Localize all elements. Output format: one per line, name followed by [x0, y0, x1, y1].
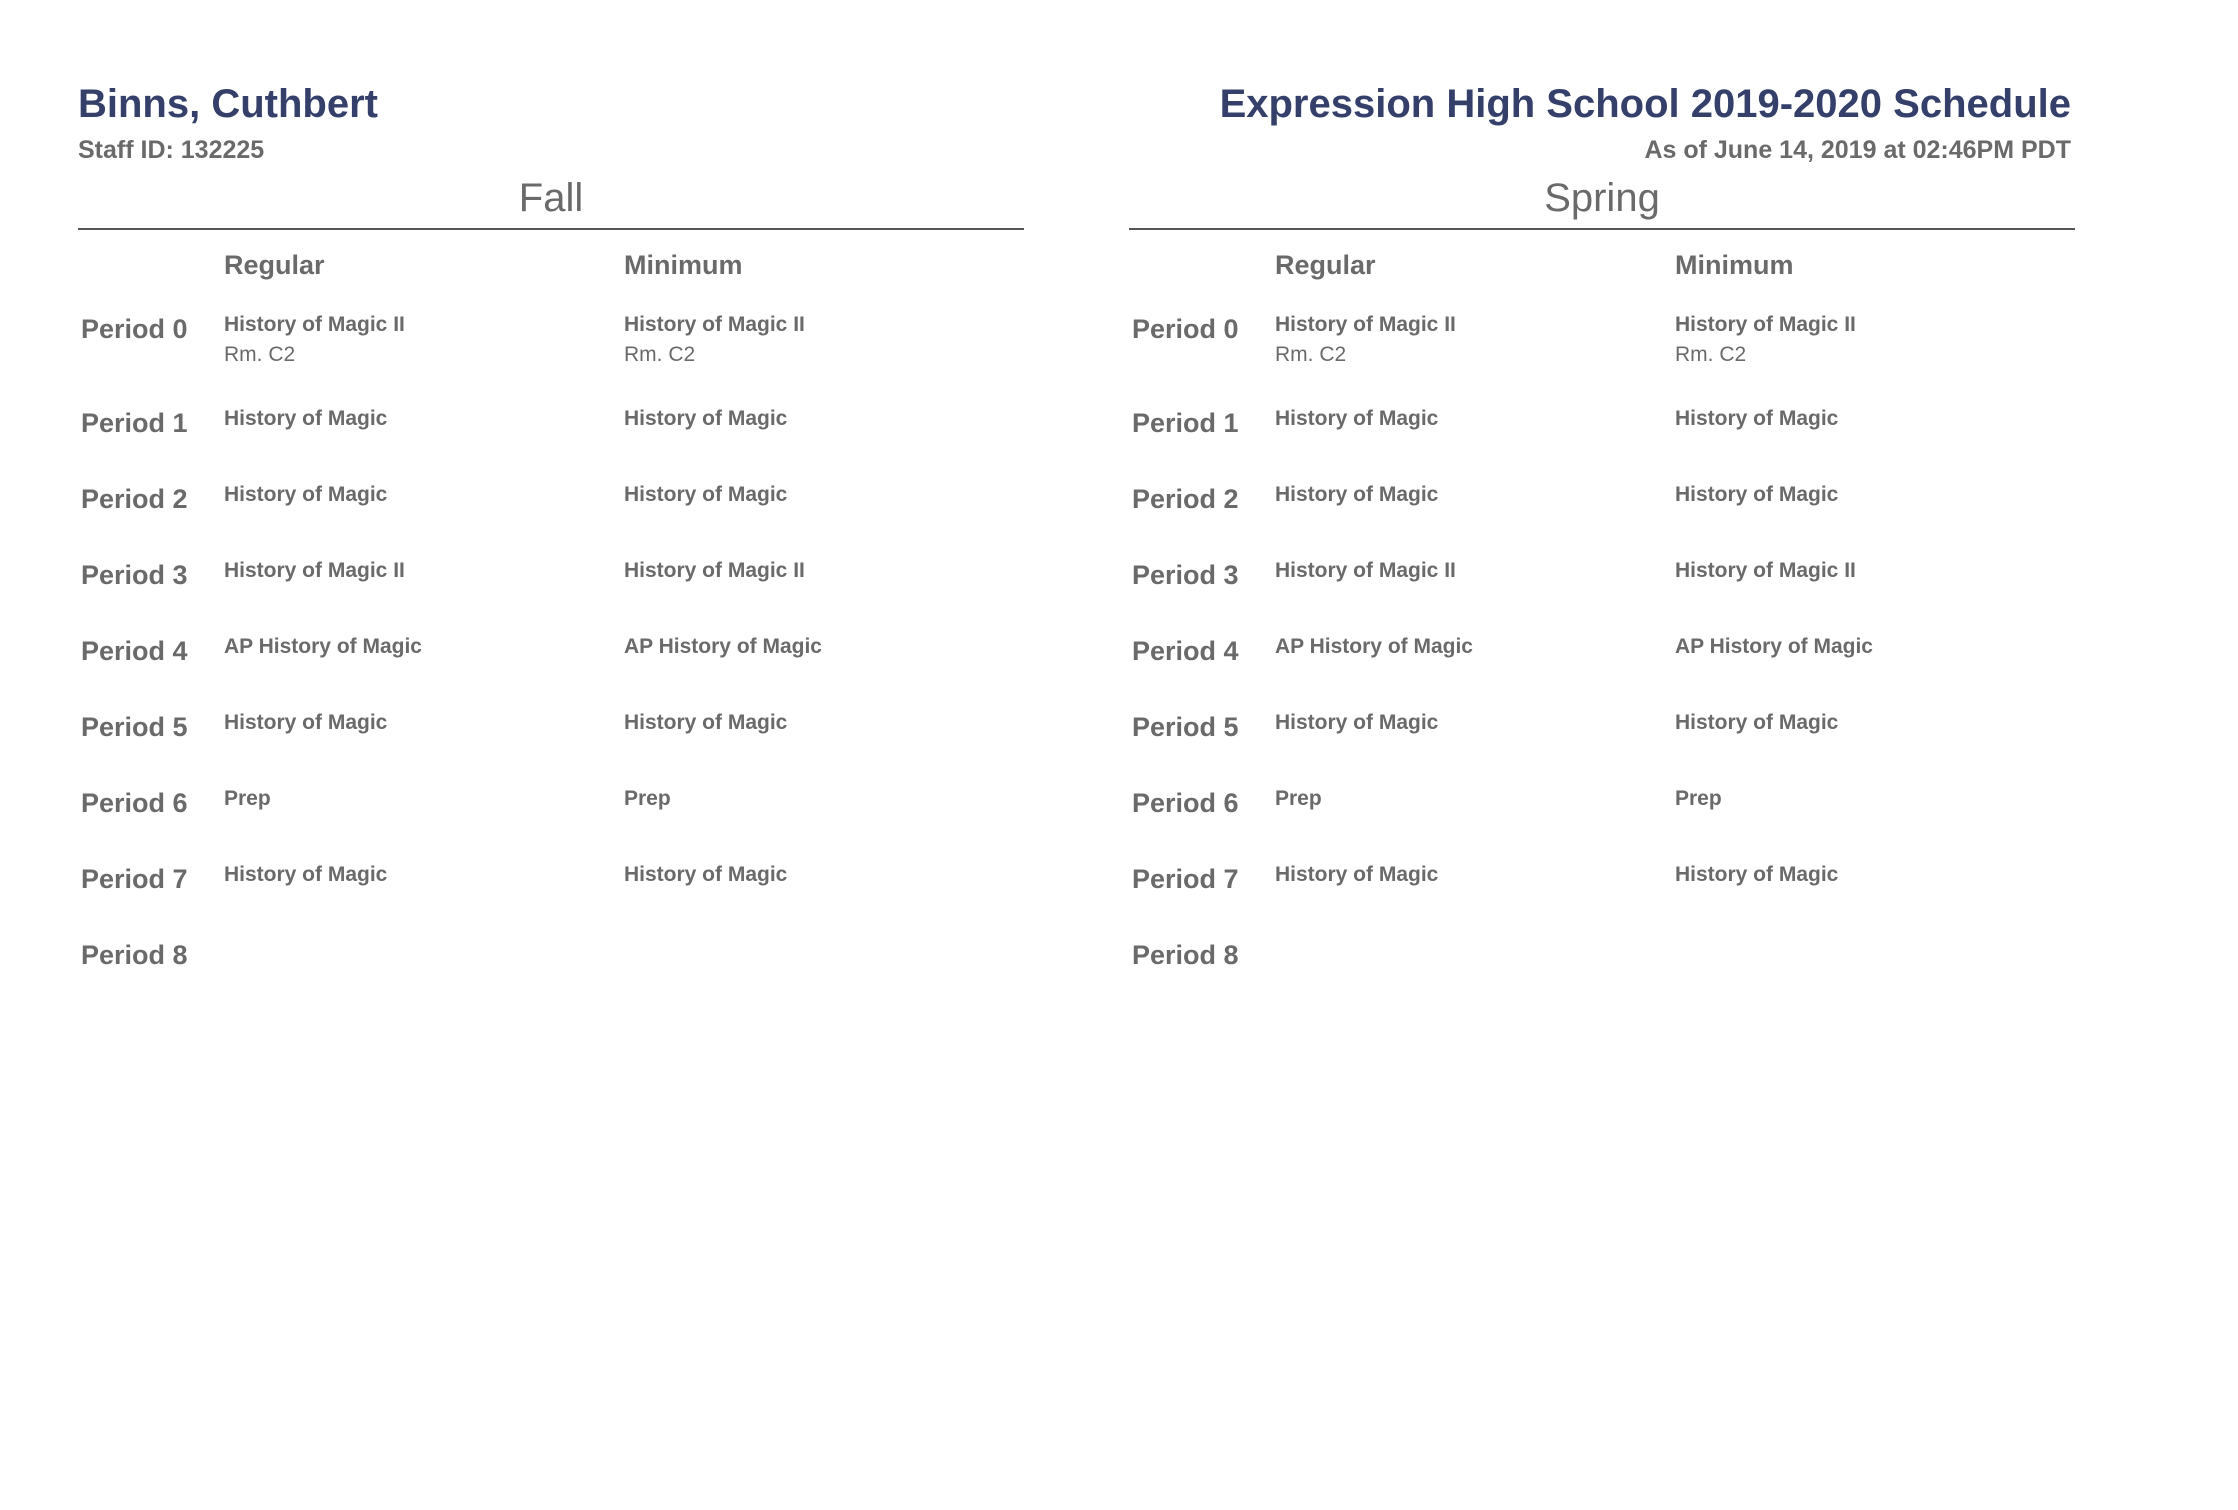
period-label: Period 6 — [1132, 788, 1239, 818]
minimum-class — [624, 632, 822, 662]
column-headers — [1129, 250, 2075, 310]
room-number: Rm. C2 — [1275, 343, 1347, 366]
period-label: Period 7 — [81, 864, 188, 894]
regular-class — [1275, 480, 1438, 510]
regular-class — [1275, 632, 1473, 662]
course-name: History of Magic — [624, 863, 788, 886]
minimum-class — [1675, 708, 1838, 738]
term-title: Fall — [78, 172, 1024, 230]
minimum-class — [1675, 404, 1838, 434]
course-name: AP History of Magic — [1275, 635, 1473, 658]
course-name: History of Magic II — [1675, 559, 1856, 582]
period-label: Period 7 — [1132, 864, 1239, 894]
course-name: History of Magic II — [1275, 313, 1456, 336]
period-label: Period 8 — [1132, 940, 1239, 970]
period-row — [78, 632, 1024, 708]
minimum-class — [624, 556, 805, 586]
course-name: History of Magic — [1675, 711, 1839, 734]
minimum-class — [1675, 480, 1838, 510]
school-title: Expression High School 2019-2020 Schedule — [1219, 82, 2071, 126]
room-number: Rm. C2 — [624, 343, 696, 366]
course-name: History of Magic — [1275, 863, 1439, 886]
course-name: Prep — [1275, 787, 1322, 810]
period-label: Period 4 — [81, 636, 188, 666]
period-row — [1129, 480, 2075, 556]
regular-class — [1275, 860, 1438, 890]
period-label: Period 0 — [1132, 314, 1239, 344]
course-name: AP History of Magic — [1675, 635, 1873, 658]
period-label: Period 0 — [81, 314, 188, 344]
minimum-class — [624, 860, 787, 890]
course-name: History of Magic — [1675, 407, 1839, 430]
teacher-header — [78, 78, 378, 168]
regular-class — [224, 632, 422, 662]
room-number: Rm. C2 — [224, 343, 296, 366]
course-name: History of Magic II — [224, 559, 405, 582]
course-name: History of Magic — [624, 407, 788, 430]
minimum-class — [1675, 632, 1873, 662]
period-row — [1129, 556, 2075, 632]
regular-class — [224, 404, 387, 434]
course-name: History of Magic — [224, 483, 388, 506]
period-row — [78, 860, 1024, 936]
column-header-regular: Regular — [1275, 250, 1376, 280]
column-header-minimum: Minimum — [624, 250, 743, 280]
course-name: History of Magic — [224, 407, 388, 430]
minimum-class — [1675, 556, 1856, 586]
regular-class — [1275, 556, 1456, 586]
period-label: Period 2 — [1132, 484, 1239, 514]
course-name: History of Magic — [624, 483, 788, 506]
course-name: History of Magic II — [224, 313, 405, 336]
regular-class — [1275, 404, 1438, 434]
fall-schedule — [78, 172, 1024, 1012]
course-name: Prep — [1675, 787, 1722, 810]
course-name: History of Magic — [1675, 863, 1839, 886]
minimum-class — [1675, 310, 1856, 370]
period-label: Period 5 — [81, 712, 188, 742]
period-row — [1129, 632, 2075, 708]
regular-class — [224, 310, 405, 370]
period-row — [78, 556, 1024, 632]
period-row — [1129, 404, 2075, 480]
regular-class — [1275, 784, 1322, 814]
column-header-regular: Regular — [224, 250, 325, 280]
staff-id: Staff ID: 132225 — [78, 136, 265, 164]
course-name: History of Magic — [1275, 711, 1439, 734]
course-name: Prep — [224, 787, 271, 810]
minimum-class — [1675, 860, 1838, 890]
course-name: AP History of Magic — [224, 635, 422, 658]
period-label: Period 3 — [1132, 560, 1239, 590]
minimum-class — [624, 784, 671, 814]
period-row — [1129, 860, 2075, 936]
course-name: History of Magic — [224, 711, 388, 734]
term-title: Spring — [1129, 172, 2075, 230]
course-name: History of Magic — [1275, 483, 1439, 506]
spring-schedule — [1129, 172, 2075, 1012]
teacher-name: Binns, Cuthbert — [78, 82, 378, 126]
period-label: Period 1 — [1132, 408, 1239, 438]
period-row — [78, 404, 1024, 480]
course-name: History of Magic — [624, 711, 788, 734]
course-name: History of Magic — [1275, 407, 1439, 430]
period-label: Period 2 — [81, 484, 188, 514]
course-name: History of Magic — [224, 863, 388, 886]
regular-class — [1275, 708, 1438, 738]
course-name: History of Magic II — [1275, 559, 1456, 582]
minimum-class — [1675, 784, 1722, 814]
column-header-minimum: Minimum — [1675, 250, 1794, 280]
period-row — [1129, 936, 2075, 1012]
period-label: Period 5 — [1132, 712, 1239, 742]
course-name: AP History of Magic — [624, 635, 822, 658]
period-row — [78, 480, 1024, 556]
period-label: Period 6 — [81, 788, 188, 818]
period-label: Period 3 — [81, 560, 188, 590]
room-number: Rm. C2 — [1675, 343, 1747, 366]
period-row — [78, 708, 1024, 784]
course-name: History of Magic II — [1675, 313, 1856, 336]
regular-class — [1275, 310, 1456, 370]
minimum-class — [624, 480, 787, 510]
regular-class — [224, 860, 387, 890]
minimum-class — [624, 310, 805, 370]
period-row — [1129, 784, 2075, 860]
regular-class — [224, 708, 387, 738]
as-of-timestamp: As of June 14, 2019 at 02:46PM PDT — [1644, 136, 2071, 164]
course-name: History of Magic II — [624, 313, 805, 336]
period-row — [1129, 310, 2075, 404]
regular-class — [224, 784, 271, 814]
course-name: Prep — [624, 787, 671, 810]
column-headers — [78, 250, 1024, 310]
period-row — [78, 936, 1024, 1012]
period-row — [1129, 708, 2075, 784]
school-header — [1220, 78, 2071, 168]
period-row — [78, 310, 1024, 404]
regular-class — [224, 480, 387, 510]
period-label: Period 1 — [81, 408, 188, 438]
course-name: History of Magic II — [624, 559, 805, 582]
period-label: Period 4 — [1132, 636, 1239, 666]
minimum-class — [624, 404, 787, 434]
period-row — [78, 784, 1024, 860]
minimum-class — [624, 708, 787, 738]
course-name: History of Magic — [1675, 483, 1839, 506]
period-label: Period 8 — [81, 940, 188, 970]
regular-class — [224, 556, 405, 586]
